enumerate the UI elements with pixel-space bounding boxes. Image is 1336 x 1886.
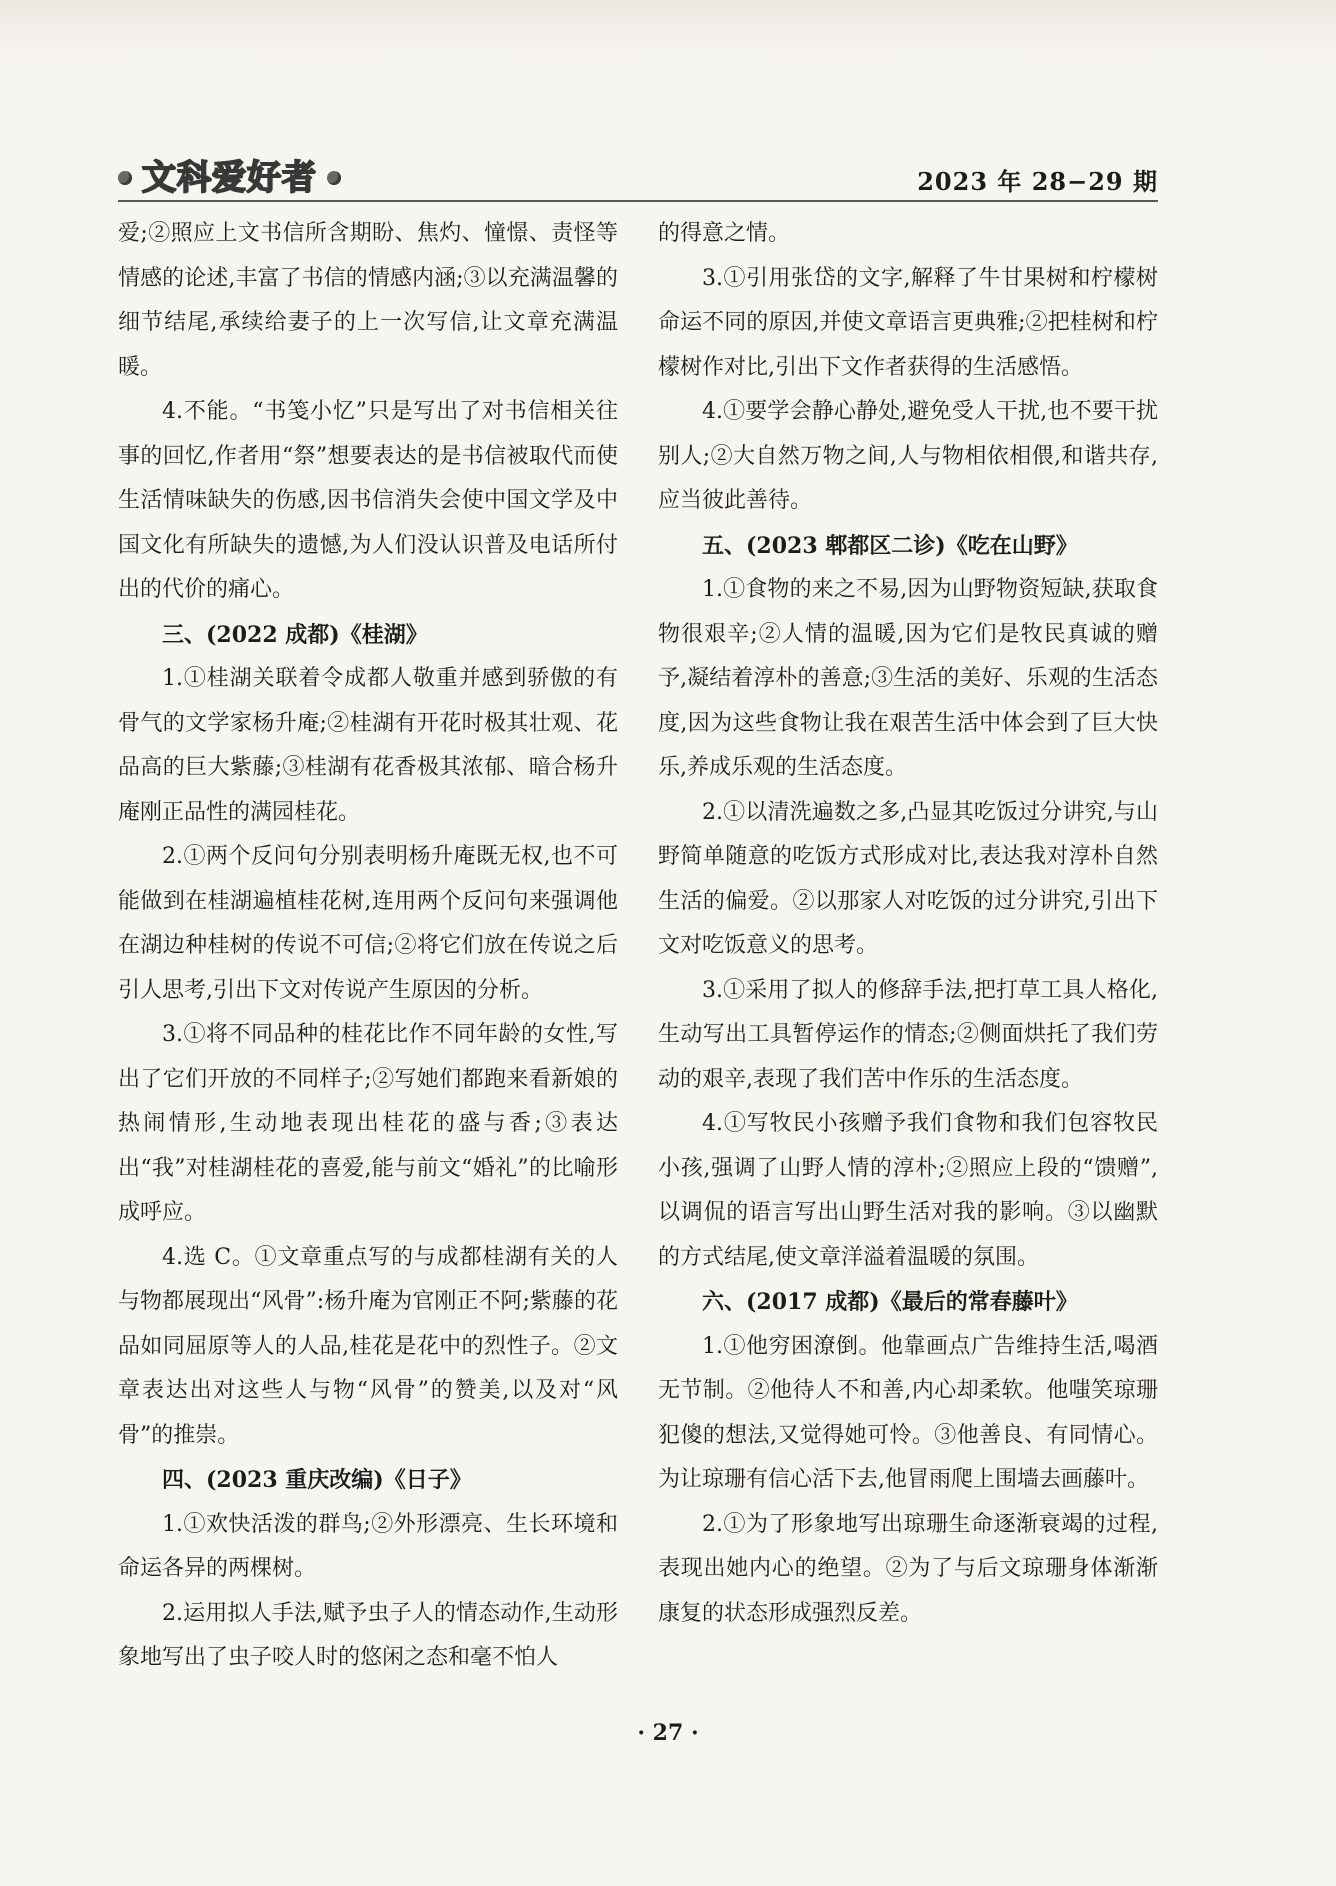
answer-paragraph: 2.①两个反问句分别表明杨升庵既无权,也不可能做到在桂湖遍植桂花树,连用两个反问句来强调他在湖边种桂树的传说不可信;②将它们放在传说之后引人思考,引出下文对传说产生原因的分析。	[118, 844, 618, 1003]
answer-paragraph: 3.①引用张岱的文字,解释了牛甘果树和柠檬树命运不同的原因,并使文章语言更典雅;②把桂树和柠檬树作对比,引出下文作者获得的生活感悟。	[658, 265, 1158, 380]
continued-paragraph: 的得意之情。	[658, 221, 791, 246]
answer-paragraph: 3.①采用了拟人的修辞手法,把打草工具人格化,生动写出工具暂停运作的情态;②侧面烘托了我们劳动的艰辛,表现了我们苦中作乐的生活态度。	[658, 977, 1158, 1092]
brand-title: 文科爱好者	[142, 158, 317, 198]
page-header	[118, 158, 1158, 198]
section-heading: 三、(2022 成都)《桂湖》	[162, 621, 428, 648]
answer-paragraph: 4.①写牧民小孩赠予我们食物和我们包容牧民小孩,强调了山野人情的淳朴;②照应上段的“馈赠”,以调侃的语言写出山野生活对我的影响。③以幽默的方式结尾,使文章洋溢着温暖的氛围。	[658, 1111, 1158, 1270]
brand-right-dot-icon	[327, 171, 341, 185]
answer-paragraph: 4.①要学会静心静处,避免受人干扰,也不要干扰别人;②大自然万物之间,人与物相依相偎,和谐共存,应当彼此善待。	[658, 399, 1158, 513]
section-heading: 五、(2023 郫都区二诊)《吃在山野》	[702, 532, 1078, 559]
answer-paragraph: 1.①欢快活泼的群鸟;②外形漂亮、生长环境和命运各异的两棵树。	[118, 1511, 618, 1581]
page-number: · 27 ·	[637, 1720, 699, 1746]
right-column	[658, 212, 1158, 1636]
continued-paragraph: 爱;②照应上文书信所含期盼、焦灼、憧憬、责怪等情感的论述,丰富了书信的情感内涵;③以充满温馨的细节结尾,承续给妻子的上一次写信,让文章充满温暖。	[118, 221, 618, 380]
issue-label: 2023 年 28−29 期	[917, 167, 1158, 196]
brand-left-dot-icon	[118, 171, 132, 185]
page-edge-shade	[0, 0, 1336, 60]
answer-paragraph: 4.不能。“书笺小忆”只是写出了对书信相关往事的回忆,作者用“祭”想要表达的是书信被取代而使生活情味缺失的伤感,因书信消失会使中国文学及中国文化有所缺失的遗憾,为人们没认识普及电话所付出的代价的痛心。	[118, 399, 618, 602]
answer-paragraph: 1.①他穷困潦倒。他靠画点广告维持生活,喝酒无节制。②他待人不和善,内心却柔软。他嗤笑琼珊犯傻的想法,又觉得她可怜。③他善良、有同情心。为让琼珊有信心活下去,他冒雨爬上围墙去画藤叶。	[658, 1333, 1158, 1492]
answer-paragraph: 4.选 C。①文章重点写的与成都桂湖有关的人与物都展现出“风骨”:杨升庵为官刚正不阿;紫藤的花品如同屈原等人的人品,桂花是花中的烈性子。②文章表达出对这些人与物“风骨”的赞美,以及对“风骨”的推崇。	[118, 1244, 618, 1448]
header-divider	[118, 200, 1158, 202]
answer-paragraph: 2.运用拟人手法,赋予虫子人的情态动作,生动形象地写出了虫子咬人时的悠闲之态和毫不怕人	[118, 1600, 618, 1670]
section-heading: 六、(2017 成都)《最后的常春藤叶》	[702, 1289, 1078, 1315]
section-heading: 四、(2023 重庆改编)《日子》	[162, 1467, 472, 1493]
magazine-brand	[118, 158, 341, 198]
answer-paragraph: 1.①食物的来之不易,因为山野物资短缺,获取食物很艰辛;②人情的温暖,因为它们是牧民真诚的赠予,凝结着淳朴的善意;③生活的美好、乐观的生活态度,因为这些食物让我在艰苦生活中体会到了巨大快乐,养成乐观的生活态度。	[658, 577, 1158, 780]
answer-paragraph: 2.①以清洗遍数之多,凸显其吃饭过分讲究,与山野简单随意的吃饭方式形成对比,表达我对淳朴自然生活的偏爱。②以那家人对吃饭的过分讲究,引出下文对吃饭意义的思考。	[658, 799, 1158, 958]
answer-paragraph: 1.①桂湖关联着令成都人敬重并感到骄傲的有骨气的文学家杨升庵;②桂湖有开花时极其壮观、花品高的巨大紫藤;③桂湖有花香极其浓郁、暗合杨升庵刚正品性的满园桂花。	[118, 666, 618, 825]
answer-paragraph: 3.①将不同品种的桂花比作不同年龄的女性,写出了它们开放的不同样子;②写她们都跑来看新娘的热闹情形,生动地表现出桂花的盛与香;③表达出“我”对桂湖桂花的喜爱,能与前文“婚礼”的比喻形成呼应。	[118, 1022, 618, 1225]
answer-paragraph: 2.①为了形象地写出琼珊生命逐渐衰竭的过程,表现出她内心的绝望。②为了与后文琼珊身体渐渐康复的状态形成强烈反差。	[658, 1511, 1158, 1626]
left-column	[118, 212, 618, 1681]
